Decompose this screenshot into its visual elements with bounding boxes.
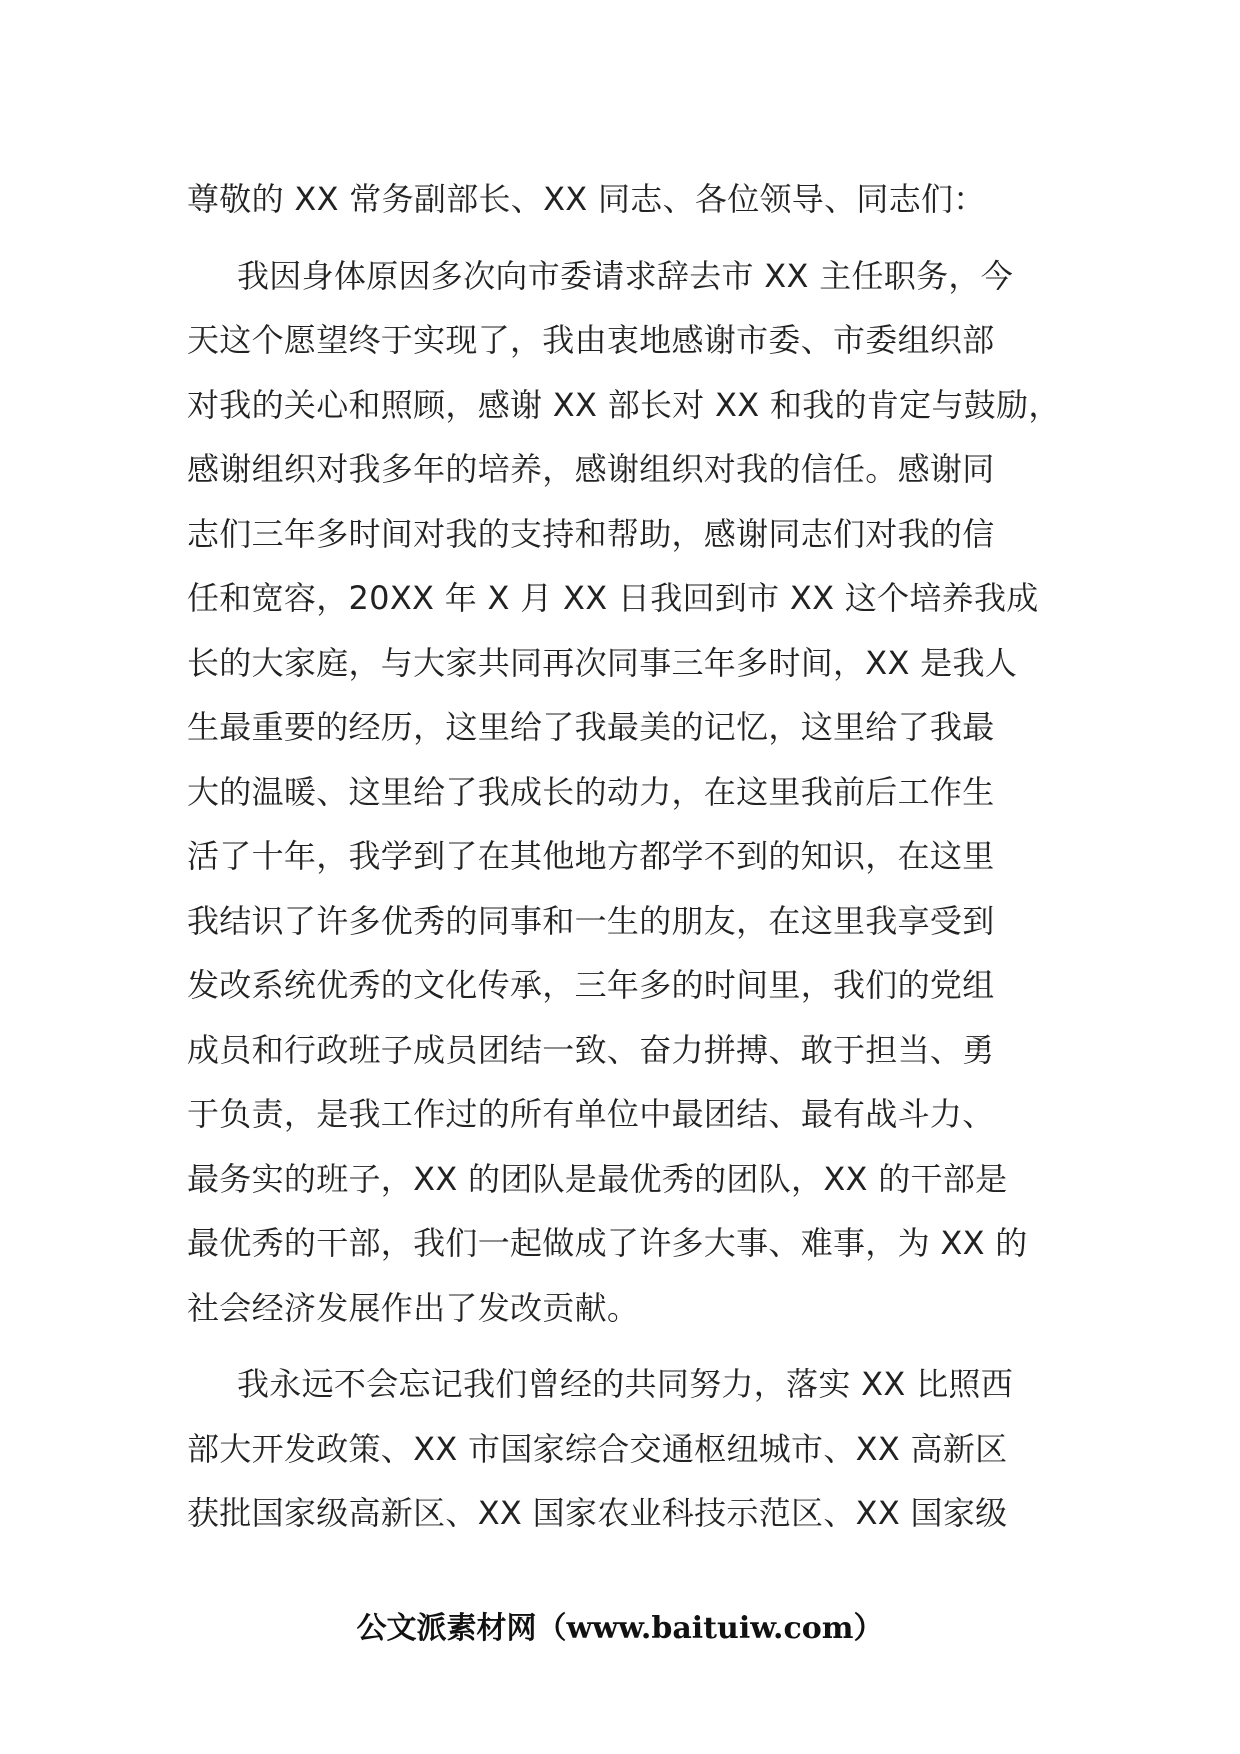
document-body xyxy=(187,167,1067,1546)
paragraph-line: 志们三年多时间对我的支持和帮助，感谢同志们对我的信 xyxy=(187,514,995,553)
salutation: 尊敬的 XX 常务副部长、XX 同志、各位领导、同志们： xyxy=(187,180,986,218)
paragraph-line: 发改系统优秀的文化传承，三年多的时间里，我们的党组 xyxy=(187,966,995,1004)
paragraph-line: 部大开发政策、XX 市国家综合交通枢纽城市、XX 高新区 xyxy=(187,1429,1008,1468)
paragraph-line: 社会经济发展作出了发改贡献。 xyxy=(187,1288,640,1327)
paragraph-line: 最务实的班子，XX 的团队是最优秀的团队，XX 的干部是 xyxy=(187,1159,1008,1198)
footer-watermark: 公文派素材网（www.baituiw.com） xyxy=(356,1611,884,1646)
paragraph-line: 我因身体原因多次向市委请求辞去市 XX 主任职务，今 xyxy=(237,256,1013,295)
paragraph-line: 感谢组织对我多年的培养，感谢组织对我的信任。感谢同 xyxy=(187,450,995,488)
paragraph-line: 对我的关心和照顾，感谢 XX 部长对 XX 和我的肯定与鼓励， xyxy=(187,385,1061,424)
paragraph-1 xyxy=(187,244,1067,1341)
paragraph-spacer xyxy=(187,1340,1067,1352)
paragraph-line: 于负责，是我工作过的所有单位中最团结、最有战斗力、 xyxy=(187,1095,995,1133)
paragraph-line: 我结识了许多优秀的同事和一生的朋友，在这里我享受到 xyxy=(187,901,995,940)
paragraph-line: 天这个愿望终于实现了，我由衷地感谢市委、市委组织部 xyxy=(187,321,995,359)
paragraph-line: 最优秀的干部，我们一起做成了许多大事、难事，为 XX 的 xyxy=(187,1224,1028,1262)
paragraph-line: 长的大家庭，与大家共同再次同事三年多时间，XX 是我人 xyxy=(187,643,1018,682)
paragraph-line: 我永远不会忘记我们曾经的共同努力，落实 XX 比照西 xyxy=(237,1365,1013,1403)
paragraph-line: 成员和行政班子成员团结一致、奋力拼搏、敢于担当、勇 xyxy=(187,1030,995,1069)
paragraph-spacer xyxy=(187,232,1067,244)
paragraph-line: 大的温暖、这里给了我成长的动力，在这里我前后工作生 xyxy=(187,772,995,811)
paragraph-line: 获批国家级高新区、XX 国家农业科技示范区、XX 国家级 xyxy=(187,1494,1008,1532)
paragraph-line: 活了十年，我学到了在其他地方都学不到的知识，在这里 xyxy=(187,837,995,875)
paragraph-2 xyxy=(187,1352,1067,1546)
paragraph-line: 生最重要的经历，这里给了我最美的记忆，这里给了我最 xyxy=(187,708,995,746)
paragraph-line: 任和宽容，20XX 年 X 月 XX 日我回到市 XX 这个培养我成 xyxy=(187,579,1039,617)
